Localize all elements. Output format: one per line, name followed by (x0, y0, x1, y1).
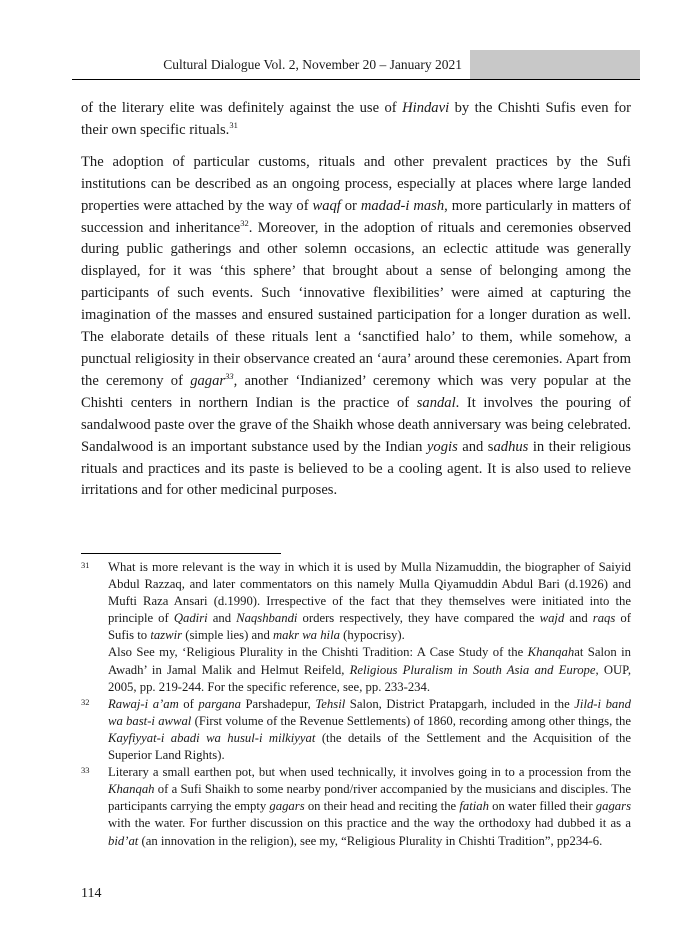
text-span: and (564, 611, 593, 626)
text-span: or (340, 197, 361, 214)
footnote-31 (81, 559, 631, 696)
footnote-ref-31[interactable]: 31 (229, 119, 238, 130)
text-span: Salon, District Pratapgarh, included in the (345, 696, 575, 711)
footnote-number: 33 (81, 765, 90, 776)
text-span: of a Sufi Shaikh to some nearby pond/river accompanied by the musicians and disciples. The participants carrying the empty (108, 782, 631, 814)
footnote-33 (81, 764, 631, 849)
term-sadhus: adhus (493, 438, 529, 455)
term-gagars: gagars (595, 799, 632, 814)
text-span: Literary a small earthen pot, but when used technically, it involves going in to a procession from the (108, 765, 631, 780)
text-span: by the Chishti Sufis even for their own specific rituals. (81, 100, 631, 138)
text-span: of Sufis to (108, 611, 631, 643)
paragraph-1 (81, 98, 631, 142)
text-span: of the literary elite was definitely against the use of (81, 100, 403, 116)
footnote-31-para-2 (108, 644, 631, 695)
text-span: another ‘Indianized’ ceremony which was very popular at the Chishti centers in northern Indian is the practice of (81, 372, 632, 411)
text-span: Parshadepur, (240, 696, 316, 711)
header-shade-block (470, 50, 640, 79)
text-span: orders respectively, they have compared the (297, 611, 540, 626)
term-waqf: waqf (312, 197, 341, 214)
term-qadiri: Qadiri (173, 611, 208, 626)
journal-title: Cultural Dialogue Vol. 2, November 20 – January 2021 (163, 57, 462, 72)
text-span: . Moreover, in the adoption of rituals and ceremonies observed during public gatherings and other solemn occasions, an eclectic attitude was generally displayed, for it was ‘this sphere’ that brought about a sense of belonging among the participants of such events. Such ‘innovative flexibilities’ were aimed at capturing the imagination of the masses and ensured sustained participation for a longer duration as well. The elaborate details of these rituals lent a ‘sanctified halo’ to them, while somehow, a punctual religiosity in their observance created an ‘aura’ around these ceremonies. Apart from the ceremony of (81, 219, 631, 389)
running-header (72, 50, 640, 80)
term-tazwir: tazwir (150, 628, 183, 643)
text-span: at Salon in Awadh’ in Jamal Malik and Helmut Reifeld, (108, 645, 631, 677)
term-tehsil: Tehsil (315, 696, 346, 711)
paragraph-2 (81, 152, 631, 503)
term-khanqah: Khanqah (527, 645, 575, 660)
main-body-text (81, 98, 631, 512)
text-span: Also See my, ‘Religious Plurality in the Chishti Tradition: A Case Study of the (108, 645, 528, 660)
footnote-32 (81, 696, 631, 764)
text-span: of (178, 696, 199, 711)
term-gagars: gagars (269, 799, 305, 814)
footnote-number: 32 (81, 696, 90, 707)
footnote-number: 31 (81, 560, 90, 570)
page-number: 114 (81, 886, 102, 901)
footnote-ref-33[interactable] (225, 371, 234, 381)
text-span: (simple lies) and (182, 628, 273, 643)
text-span: (First volume of the Revenue Settlements) of 1860, recording among other things, the (191, 713, 632, 728)
term-naqshbandi: Naqshbandi (236, 611, 298, 626)
footnote-31-para-1 (108, 559, 631, 644)
text-span: (hypocrisy). (339, 628, 405, 643)
text-span: What is more relevant is the way in which it is used by Mulla Nizamuddin, the biographer of Saiyid Abdul Razzaq, and later commentators on this namely Mulla Qiyamuddin Abdul Bari (d.1926) and Mufti Raza Ansari (d.1990). Irrespective of the fact that they themselves were initiated into the principle of (108, 560, 631, 626)
comma: , (233, 372, 238, 389)
term-gagar: gagar (190, 372, 226, 389)
text-span: and s (457, 438, 494, 455)
term-bidat: bid’at (108, 833, 139, 848)
footnote-separator (81, 553, 281, 554)
text-span: in their religious rituals and practices and its paste is believed to be a cooling agent. It is also used to relieve irritations and for other medicinal purposes. (81, 438, 631, 499)
term-jild-i-band: Jild-i band wa bast-i awwal (108, 696, 631, 728)
text-span: on their head and reciting the (304, 799, 460, 814)
text-span: on water filled their (488, 799, 596, 814)
term-wajd: wajd (539, 611, 565, 626)
footnotes-section (81, 559, 631, 850)
term-pargana: pargana (198, 696, 241, 711)
footnote-32-text (108, 696, 631, 764)
footnote-ref-32[interactable]: 32 (240, 217, 249, 228)
term-sandal: sandal (416, 394, 456, 411)
term-makr-wa-hila: makr wa hila (272, 628, 340, 643)
term-rawaj-i-aam: Rawaj-i a’am (108, 696, 179, 711)
term-khanqah: Khanqah (108, 782, 155, 797)
text-span: and (207, 611, 237, 626)
term-kayfiyyat: Kayfiyyat-i abadi wa husul-i milkiyyat (108, 730, 316, 745)
term-fatiah: fatiah (459, 799, 489, 814)
text-span: (an innovation in the religion), see my, “Religious Plurality in Chishti Tradition”, pp234-6. (138, 833, 603, 848)
text-span: with the water. For further discussion on this practice and the way the orthodoxy had dubbed it as a (108, 816, 631, 831)
term-yogis: yogis (426, 438, 458, 455)
term-hindavi: Hindavi (402, 100, 450, 116)
footnote-33-text (108, 764, 631, 849)
footnote-ref-33-num: 33 (225, 370, 234, 381)
text-span: OUP, 2005, pp. 219-244. For the specific reference, see, pp. 233-234. (108, 662, 631, 694)
book-title: Religious Pluralism in South Asia and Europe, (349, 662, 599, 677)
text-span: (the details of the Settlement and the Acquisition of the Superior Land Rights). (108, 730, 631, 763)
term-raqs: raqs (592, 611, 616, 626)
term-madad-i-mash: madad-i mash (360, 197, 445, 214)
text-span: , more particularly in matters of succession and inheritance (81, 197, 631, 236)
text-span: The adoption of particular customs, rituals and other prevalent practices by the Sufi institutions can be described as an ongoing process, especially at places where large landed properties were attached by the way of (81, 153, 631, 214)
text-span: . It involves the pouring of sandalwood paste over the grave of the Shaikh whose death anniversary was being celebrated. Sandalwood is an important substance used by the Indian (81, 394, 631, 455)
